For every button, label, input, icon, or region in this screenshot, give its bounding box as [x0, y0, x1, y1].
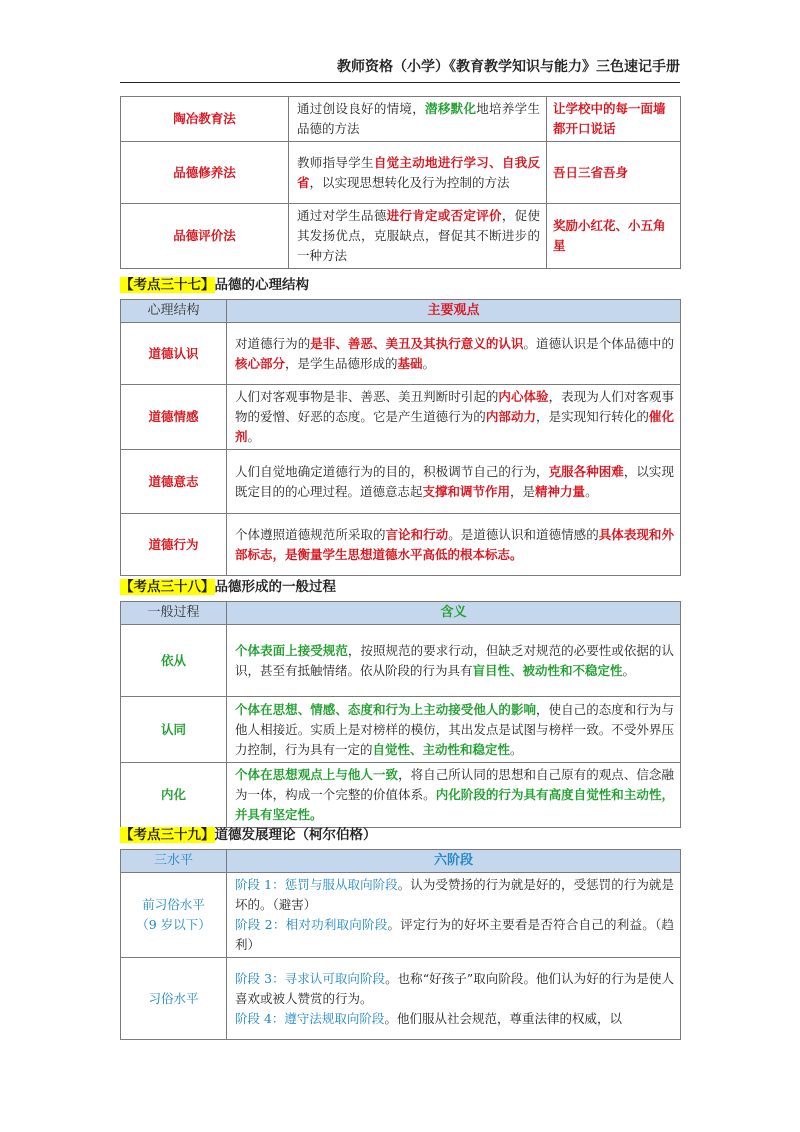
- column-header: 六阶段: [227, 850, 681, 873]
- text-run: 支撑和调节作用: [422, 483, 511, 499]
- text-run: 自觉性、主动性和稳定性: [372, 741, 511, 757]
- level-cell: [121, 958, 227, 1040]
- column-header: 三水平: [121, 850, 227, 873]
- text-run: 基础: [397, 355, 423, 371]
- structure-desc: [227, 514, 681, 576]
- method-name: 陶冶教育法: [121, 97, 289, 142]
- section-label-38: 【考点三十八】: [120, 579, 215, 595]
- text-run: 内部动力: [485, 409, 537, 424]
- structure-desc: [227, 323, 681, 385]
- text-run: 盲目性、被动性和不稳定性: [472, 662, 623, 678]
- table-row: [121, 142, 681, 204]
- text-run: 进行肯定或否定评价: [386, 208, 502, 223]
- table-row: [121, 514, 681, 576]
- text-run: ，是: [510, 483, 536, 499]
- text-run: 具体表现和外部标志，是衡量学生思想道德水平高低的根本标志。: [235, 526, 674, 562]
- text-run: 。他们服从社会规范，尊重法律的权威，以: [384, 1010, 622, 1026]
- method-name: 品德修养法: [121, 142, 289, 204]
- structure-name: 道德行为: [121, 514, 227, 576]
- table-row: [121, 323, 681, 385]
- section-heading-37: 品德的心理结构: [214, 277, 309, 293]
- text-run: 潜移默化: [425, 101, 477, 116]
- text-run: ，是实现知行转化的: [536, 409, 649, 424]
- level-cell: [121, 873, 227, 958]
- kohlberg-table: [120, 849, 681, 1040]
- text-run: 。是道德认识和道德情感的: [448, 526, 599, 542]
- level-name: 前习俗水平: [142, 897, 205, 912]
- method-example: 奖励小红花、小五角星: [547, 204, 681, 269]
- table-row: [121, 873, 681, 958]
- text-run: 教师指导学生: [297, 154, 374, 170]
- text-run: 个体遵照道德规范所采取的: [235, 526, 386, 542]
- text-run: 克服各种困难: [548, 463, 624, 479]
- text-run: 。: [510, 741, 523, 757]
- methods-table: [120, 96, 681, 269]
- table-row: [121, 385, 681, 450]
- text-run: 个体在思想观点上与他人一致: [235, 767, 399, 782]
- text-run: ，促使其发扬优点，克服缺点，督促其不断进步的一种方法: [297, 208, 540, 263]
- table-header-row: [121, 602, 681, 625]
- section-heading-38: 品德形成的一般过程: [214, 579, 336, 595]
- page-header: [120, 56, 680, 83]
- stage-desc: [227, 958, 681, 1040]
- table-row: [121, 204, 681, 269]
- column-header: 含义: [227, 602, 681, 625]
- section-title-38: [120, 578, 336, 596]
- text-run: 。: [247, 429, 261, 444]
- text-run: 是非、善恶、美丑及其执行意义的认识: [310, 335, 524, 351]
- table-row: [121, 958, 681, 1040]
- text-run: ，以实现既定目的的心理过程。道德意志起: [235, 463, 674, 499]
- section-heading-39: 道德发展理论（柯尔伯格）: [214, 827, 377, 843]
- text-run: 人们对客观事物是非、善恶、美丑判断时引起的: [235, 389, 499, 404]
- structure-name: 道德意志: [121, 450, 227, 514]
- structure-desc: [227, 450, 681, 514]
- text-run: 核心部分: [235, 355, 286, 371]
- table-row: [121, 97, 681, 142]
- table-row: [121, 763, 681, 828]
- text-run: 对道德行为的: [235, 335, 311, 351]
- text-run: 。评定行为的好坏主要看是否符合自己的利益。（趋利）: [235, 917, 674, 952]
- method-desc: [289, 97, 547, 142]
- text-run: 通过创设良好的情境，: [297, 101, 426, 116]
- structure-table: [120, 299, 681, 576]
- text-run: 。认为受赞扬的行为就是好的，受惩罚的行为就是坏的。（避害）: [235, 877, 674, 912]
- text-run: 。: [422, 355, 436, 371]
- structure-name: 道德认识: [121, 323, 227, 385]
- method-desc: [289, 142, 547, 204]
- text-run: 内心体验: [498, 389, 549, 404]
- column-header: 心理结构: [121, 300, 227, 323]
- text-run: 地培养学生品德的方法: [297, 101, 540, 136]
- text-run: 阶段 4：遵守法规取向阶段: [235, 1010, 385, 1026]
- text-run: 催化剂: [235, 409, 674, 444]
- column-header: 主要观点: [227, 300, 681, 323]
- text-run: 精神力量: [535, 483, 586, 499]
- text-run: 个体在思想、情感、态度和行为上主动接受他人的影响: [235, 701, 537, 717]
- process-name: 依从: [121, 625, 227, 697]
- table-header-row: [121, 850, 681, 873]
- level-name: 习俗水平: [148, 990, 199, 1006]
- text-run: 。道德认识是个体品德中的: [523, 335, 674, 351]
- text-run: ，是学生品德形成的: [285, 355, 398, 371]
- text-run: 。也称“好孩子”取向阶段。他们认为好的行为是使人喜欢或被人赞赏的行为。: [235, 970, 674, 1006]
- text-run: 。: [622, 662, 636, 678]
- table-row: [121, 697, 681, 763]
- level-age: （9 岁以下）: [136, 917, 211, 932]
- section-label-39: 【考点三十九】: [120, 827, 215, 843]
- section-label-37: 【考点三十七】: [120, 277, 215, 293]
- text-run: 阶段 3：寻求认可取向阶段: [235, 970, 386, 986]
- structure-desc: [227, 385, 681, 450]
- text-run: ，将自己所认同的思想和自己原有的观点、信念融为一体，构成一个完整的价值体系。: [235, 767, 674, 802]
- method-name: 品德评价法: [121, 204, 289, 269]
- process-table: [120, 601, 681, 828]
- table-row: [121, 450, 681, 514]
- process-desc: [227, 697, 681, 763]
- method-example: 让学校中的每一面墙都开口说话: [547, 97, 681, 142]
- method-example: 吾日三省吾身: [547, 142, 681, 204]
- stage-desc: [227, 873, 681, 958]
- text-run: ，表现为人们对客观事物的爱憎、好恶的态度。它是产生道德行为的: [235, 389, 674, 424]
- text-run: ，以实现思想转化及行为控制的方法: [309, 174, 510, 190]
- process-name: 内化: [121, 763, 227, 828]
- text-run: 。: [585, 483, 598, 499]
- text-run: 阶段 2：相对功利取向阶段: [235, 917, 388, 932]
- process-desc: [227, 625, 681, 697]
- page-header-title: 教师资格（小学）《教育教学知识与能力》三色速记手册: [337, 59, 680, 75]
- text-run: 自觉主动地进行学习、自我反省: [297, 154, 540, 190]
- text-run: 个体表面上接受规范: [235, 642, 348, 658]
- process-desc: [227, 763, 681, 828]
- process-name: 认同: [121, 697, 227, 763]
- column-header: 一般过程: [121, 602, 227, 625]
- text-run: ，按照规范的要求行动，但缺乏对规范的必要性或依据的认识，甚至有抵触情绪。依从阶段的行为具有: [235, 642, 674, 678]
- table-row: [121, 625, 681, 697]
- table-header-row: [121, 300, 681, 323]
- method-desc: [289, 204, 547, 269]
- text-run: 阶段 1：惩罚与服从取向阶段: [235, 877, 398, 892]
- text-run: 内化阶段的行为具有高度自觉性和主动性，并具有坚定性。: [235, 787, 674, 822]
- text-run: ，使自己的态度和行为与他人相接近。实质上是对榜样的模仿，其出发点是试图与榜样一致。不受外界压力控制，行为具有一定的: [235, 701, 674, 757]
- section-title-39: [120, 826, 377, 844]
- section-title-37: [120, 276, 309, 294]
- text-run: 通过对学生品德: [297, 208, 387, 223]
- text-run: 人们自觉地确定道德行为的目的，积极调节自己的行为，: [235, 463, 549, 479]
- text-run: 言论和行动: [385, 526, 449, 542]
- structure-name: 道德情感: [121, 385, 227, 450]
